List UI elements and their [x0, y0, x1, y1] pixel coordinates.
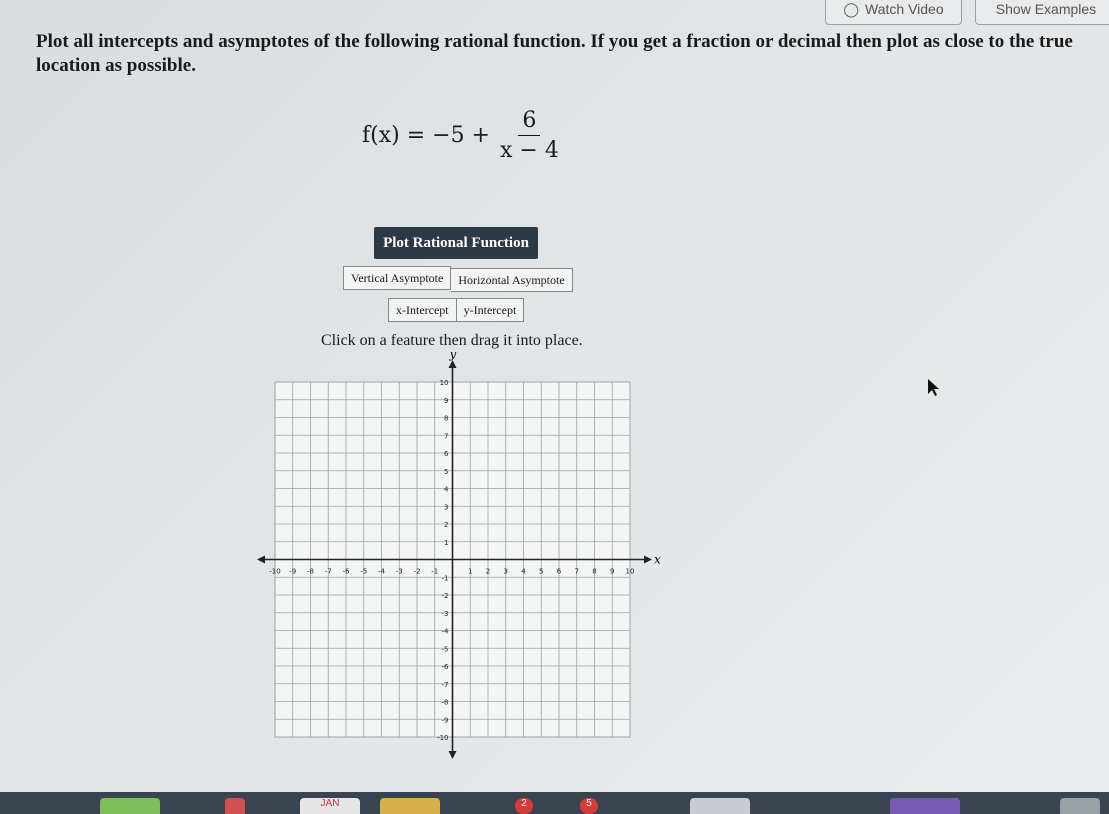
show-examples-button[interactable]: Show Examples	[975, 0, 1109, 25]
watch-video-button[interactable]: ◯ Watch Video	[825, 0, 962, 25]
y-tick-label: -3	[441, 609, 449, 618]
dock-item[interactable]	[1060, 798, 1100, 814]
y-tick-label: 2	[444, 521, 449, 529]
y-tick-label: 5	[444, 467, 449, 476]
x-tick-label: -7	[324, 567, 332, 576]
mouse-cursor-icon	[927, 378, 941, 398]
y-intercept-button[interactable]: y-Intercept	[457, 298, 525, 322]
y-tick-label: 3	[444, 503, 449, 512]
x-tick-label: 6	[556, 567, 562, 576]
y-tick-label: 7	[444, 432, 449, 441]
formula-fraction	[500, 108, 559, 163]
y-axis-arrow-up	[449, 360, 457, 368]
y-tick-label: -9	[441, 716, 449, 725]
x-tick-label: 4	[521, 567, 526, 576]
x-axis-label: x	[654, 552, 661, 567]
formula-lhs: f(x) = −5 +	[362, 123, 490, 148]
dock-item[interactable]	[380, 798, 440, 814]
y-tick-label: 8	[444, 414, 449, 423]
y-axis-arrow-down	[449, 751, 457, 759]
top-bar	[800, 0, 1109, 26]
dock-item[interactable]	[225, 798, 245, 814]
y-tick-label: -6	[441, 663, 449, 671]
function-formula	[362, 108, 559, 163]
y-tick-label: -10	[437, 734, 449, 742]
y-tick-label: 4	[444, 485, 449, 494]
y-tick-label: 6	[444, 450, 449, 458]
x-tick-label: -8	[307, 567, 314, 576]
x-tick-label: -9	[289, 567, 297, 576]
problem-prompt: Plot all intercepts and asymptotes of the following rational function. If you get a fraction or decimal then plot as close to the true location as possible.	[36, 31, 1073, 76]
x-tick-label: -6	[342, 567, 350, 576]
x-intercept-button[interactable]: x-Intercept	[388, 298, 457, 322]
x-tick-label: 2	[485, 567, 491, 576]
x-tick-label: 9	[610, 567, 615, 576]
x-tick-label: -3	[395, 567, 403, 576]
x-tick-label: 10	[625, 567, 635, 576]
taskbar	[0, 792, 1109, 814]
plot-rational-function-title: Plot Rational Function	[374, 227, 538, 259]
x-tick-label: 1	[468, 567, 473, 576]
instruction-text: Click on a feature then drag it into place.	[321, 332, 583, 349]
x-axis-arrow-left	[257, 556, 265, 564]
notification-badge: 5	[580, 798, 598, 814]
x-tick-label: -5	[360, 567, 368, 576]
x-axis-arrow-right	[644, 556, 652, 564]
dock-item[interactable]	[890, 798, 960, 814]
x-tick-label: -2	[413, 567, 421, 576]
formula-numerator: 6	[518, 108, 540, 136]
intercept-tools	[388, 298, 524, 322]
x-tick-label: 5	[539, 567, 544, 576]
x-tick-label: 8	[592, 567, 597, 576]
y-tick-label: -2	[441, 592, 449, 600]
calendar-icon[interactable]: JAN	[300, 798, 360, 814]
x-tick-label: 7	[574, 567, 579, 576]
y-tick-label: -5	[441, 645, 449, 654]
y-tick-label: -1	[441, 574, 449, 583]
x-tick-label: -10	[269, 567, 281, 576]
coordinate-graph[interactable]	[250, 352, 670, 762]
asymptote-tools	[343, 266, 573, 292]
horizontal-asymptote-button[interactable]: Horizontal Asymptote	[451, 268, 572, 292]
y-tick-label: 9	[444, 396, 449, 405]
play-icon: ◯	[843, 0, 860, 17]
vertical-asymptote-button[interactable]: Vertical Asymptote	[343, 266, 451, 290]
x-tick-label: 3	[503, 567, 508, 576]
y-tick-label: -7	[441, 680, 449, 689]
x-tick-label: -1	[431, 567, 439, 576]
y-axis-label: y	[449, 352, 457, 361]
notification-badge: 2	[515, 798, 533, 814]
x-tick-label: -4	[378, 567, 385, 576]
y-tick-label: -4	[441, 627, 449, 636]
y-tick-label: 1	[444, 538, 449, 547]
dock-item[interactable]	[690, 798, 750, 814]
formula-denominator: x − 4	[500, 138, 559, 163]
dock-item[interactable]	[100, 798, 160, 814]
y-tick-label: 10	[439, 379, 449, 387]
y-tick-label: -8	[441, 698, 449, 707]
